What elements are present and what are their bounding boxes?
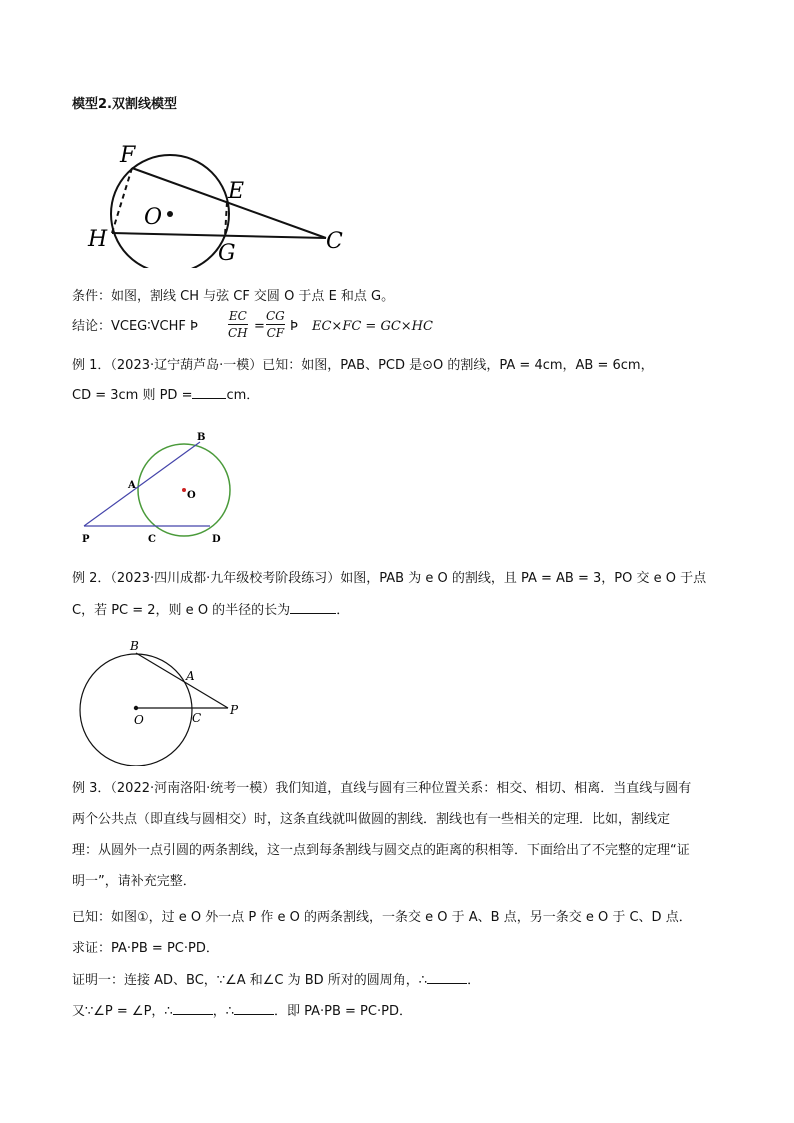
label-a: A xyxy=(186,669,195,683)
label-o: O xyxy=(134,713,144,727)
fraction-ec-ch: EC CH xyxy=(228,309,248,340)
figure-example1 xyxy=(78,428,248,548)
example1-text-a: CD = 3cm 则 PD = xyxy=(72,388,193,403)
label-g: G xyxy=(218,241,236,266)
proof2-text-a: 又∵∠P = ∠P，∴ xyxy=(72,1004,173,1019)
answer-blank xyxy=(192,398,226,399)
segment-pb xyxy=(136,653,228,708)
answer-blank xyxy=(173,1014,213,1015)
fraction-cg-cf: CG CF xyxy=(266,309,285,340)
segment-fh-dashed xyxy=(112,168,132,233)
label-a: A xyxy=(128,480,136,491)
conclusion-prefix: 结论：VCEG∶VCHF Þ xyxy=(72,319,198,334)
label-c: C xyxy=(192,711,202,725)
proof2-text-c: ．即 PA·PB = PC·PD． xyxy=(273,1004,412,1019)
proof2-text-b: ，∴ xyxy=(212,1004,234,1019)
example3-line2: 两个公共点（即直线与圆相交）时，这条直线就叫做圆的割线．割线也有一些相关的定理．比如，割线定 xyxy=(72,812,671,827)
label-p: P xyxy=(82,534,90,545)
example3-line4: 明一”，请补充完整． xyxy=(72,874,196,889)
answer-blank xyxy=(290,613,336,614)
answer-blank xyxy=(427,983,467,984)
segment-pb xyxy=(84,442,200,526)
center-dot xyxy=(134,706,138,710)
example3-known: 已知：如图①，过 e O 外一点 P 作 e O 的两条割线，一条交 e O 于 A、B 点，另一条交 e O 于 C、D 点． xyxy=(72,910,692,925)
example2-text-b: ． xyxy=(336,603,350,618)
center-dot xyxy=(182,488,186,492)
condition-text: 条件：如图，割线 CH 与弦 CF 交圆 O 于点 E 和点 G。 xyxy=(72,289,395,304)
answer-blank xyxy=(234,1014,274,1015)
label-p: P xyxy=(230,703,239,717)
label-b: B xyxy=(197,432,206,443)
example2-text-a: C，若 PC = 2，则 e O 的半径的长为 xyxy=(72,603,291,618)
label-d: D xyxy=(212,534,221,545)
example3-proof-line1 xyxy=(72,972,480,990)
label-f: F xyxy=(120,143,136,168)
label-h: H xyxy=(88,227,108,252)
figure-example2 xyxy=(74,636,264,766)
conclusion-arrow: Þ xyxy=(290,319,298,334)
segment-hc xyxy=(112,233,326,238)
figure-double-secant xyxy=(80,138,380,268)
example1-text-b: cm． xyxy=(226,388,260,403)
label-o: O xyxy=(144,205,163,230)
example3-line1: 例 3．（2022·河南洛阳·统考一模）我们知道，直线与圆有三种位置关系：相交、相切、相离．当直线与圆有 xyxy=(72,781,692,796)
example3-proof-line2 xyxy=(72,1003,412,1021)
example3-line3: 理：从圆外一点引圆的两条割线，这一点到每条割线与圆交点的距离的积相等．下面给出了不完整的定理“证 xyxy=(72,843,690,858)
center-dot xyxy=(167,211,173,217)
section-heading: 模型2.双割线模型 xyxy=(72,97,177,112)
conclusion-result: EC×FC = GC×HC xyxy=(312,319,433,334)
example2-line2 xyxy=(72,602,349,620)
label-c: C xyxy=(326,229,343,254)
example1-line2 xyxy=(72,387,259,405)
example2-line1: 例 2．（2023·四川成都·九年级校考阶段练习）如图，PAB 为 e O 的割线，且 PA = AB = 3，PO 交 e O 于点 xyxy=(72,571,707,586)
conclusion-equals: = xyxy=(254,319,265,334)
proof1-text-b: ． xyxy=(467,973,481,988)
label-c: C xyxy=(148,534,156,545)
label-b: B xyxy=(130,639,139,653)
label-o: O xyxy=(187,490,196,501)
example3-prove: 求证：PA·PB = PC·PD． xyxy=(72,941,219,956)
proof1-text-a: 证明一：连接 AD、BC，∵∠A 和∠C 为 BD 所对的圆周角，∴ xyxy=(72,973,428,988)
example1-line1: 例 1．（2023·辽宁葫芦岛·一模）已知：如图，PAB、PCD 是⊙O 的割线，PA = 4cm，AB = 6cm， xyxy=(72,358,654,373)
label-e: E xyxy=(228,179,245,204)
